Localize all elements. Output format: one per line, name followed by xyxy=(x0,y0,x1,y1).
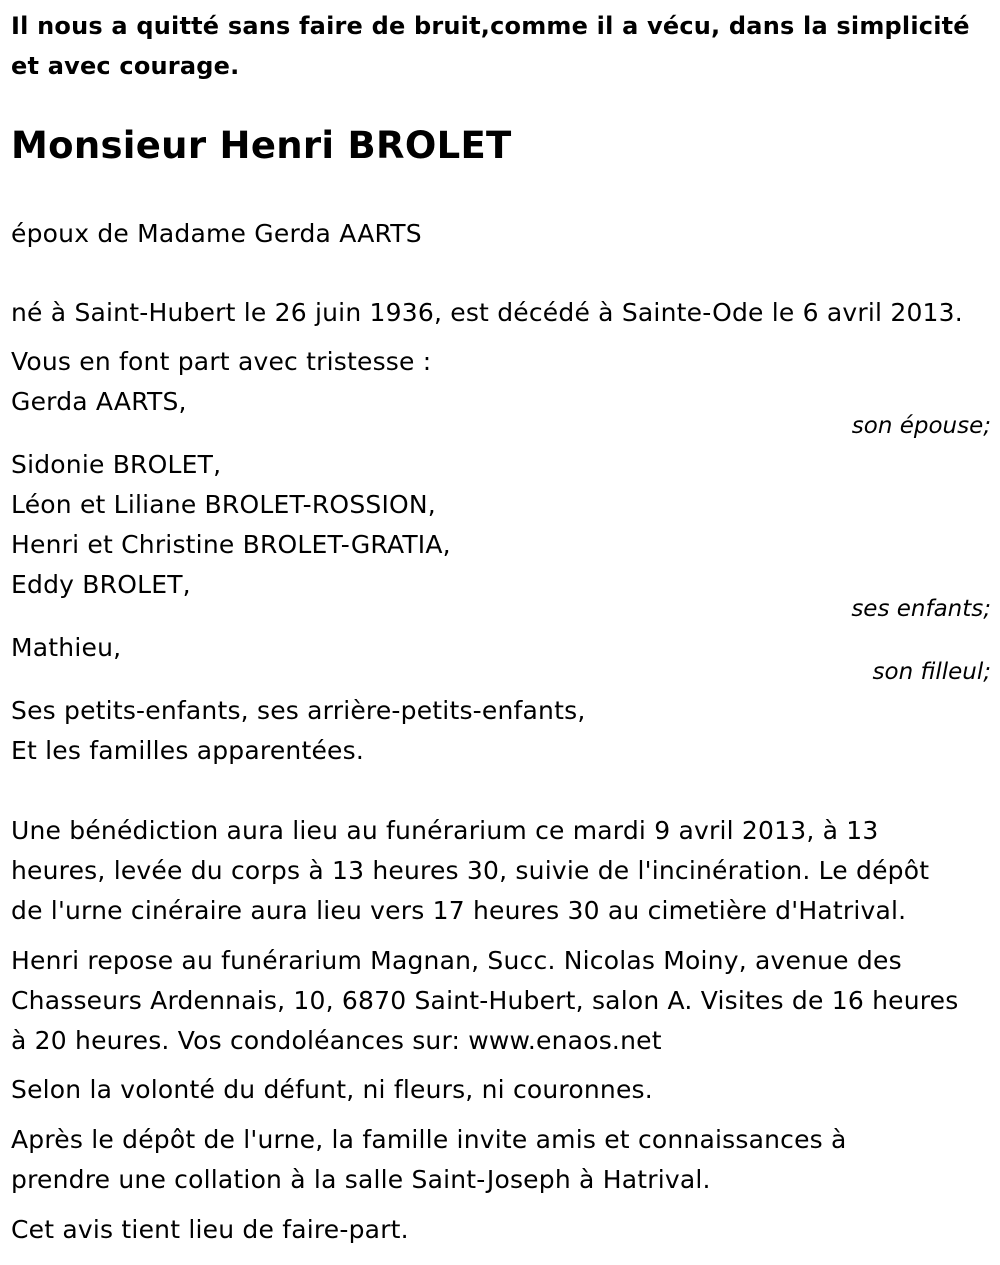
epigraph-line: Il nous a quitté sans faire de bruit,comme il a vécu, dans la simplicité xyxy=(11,12,970,40)
relation-label: ses enfants; xyxy=(851,596,991,622)
other-relatives-line: Ses petits-enfants, ses arrière-petits-enfants, xyxy=(11,696,586,725)
epigraph-line: et avec courage. xyxy=(11,52,240,80)
paragraph-line: heures, levée du corps à 13 heures 30, suivie de l'incinération. Le dépôt xyxy=(11,856,930,885)
flowers-notice: Selon la volonté du défunt, ni fleurs, ni couronnes. xyxy=(11,1075,653,1104)
visitation-paragraph xyxy=(11,941,991,1061)
paragraph-line: Chasseurs Ardennais, 10, 6870 Saint-Hubert, salon A. Visites de 16 heures xyxy=(11,986,959,1015)
ceremony-paragraph xyxy=(11,811,991,931)
announcement-intro: Vous en font part avec tristesse : xyxy=(11,347,432,376)
relation-label: son filleul; xyxy=(872,659,991,685)
deceased-name: Monsieur Henri BROLET xyxy=(11,124,512,167)
relation-label: son épouse; xyxy=(851,413,991,439)
paragraph-line: prendre une collation à la salle Saint-Joseph à Hatrival. xyxy=(11,1165,711,1194)
family-member-name: Henri et Christine BROLET-GRATIA, xyxy=(11,530,451,559)
other-relatives-line: Et les familles apparentées. xyxy=(11,736,364,765)
family-member-name: Gerda AARTS, xyxy=(11,387,187,416)
closing-notice: Cet avis tient lieu de faire-part. xyxy=(11,1215,409,1244)
epigraph xyxy=(11,6,986,86)
paragraph-line: de l'urne cinéraire aura lieu vers 17 heures 30 au cimetière d'Hatrival. xyxy=(11,896,907,925)
paragraph-line: à 20 heures. Vos condoléances sur: www.enaos.net xyxy=(11,1026,662,1055)
reception-paragraph xyxy=(11,1120,991,1200)
birth-death-line: né à Saint-Hubert le 26 juin 1936, est décédé à Sainte-Ode le 6 avril 2013. xyxy=(11,298,963,327)
family-member-name: Eddy BROLET, xyxy=(11,570,191,599)
family-member-name: Léon et Liliane BROLET-ROSSION, xyxy=(11,490,436,519)
paragraph-line: Après le dépôt de l'urne, la famille invite amis et connaissances à xyxy=(11,1125,847,1154)
family-member-name: Sidonie BROLET, xyxy=(11,450,222,479)
family-member-name: Mathieu, xyxy=(11,633,122,662)
paragraph-line: Henri repose au funérarium Magnan, Succ. Nicolas Moiny, avenue des xyxy=(11,946,902,975)
spouse-line: époux de Madame Gerda AARTS xyxy=(11,219,422,248)
paragraph-line: Une bénédiction aura lieu au funérarium ce mardi 9 avril 2013, à 13 xyxy=(11,816,879,845)
